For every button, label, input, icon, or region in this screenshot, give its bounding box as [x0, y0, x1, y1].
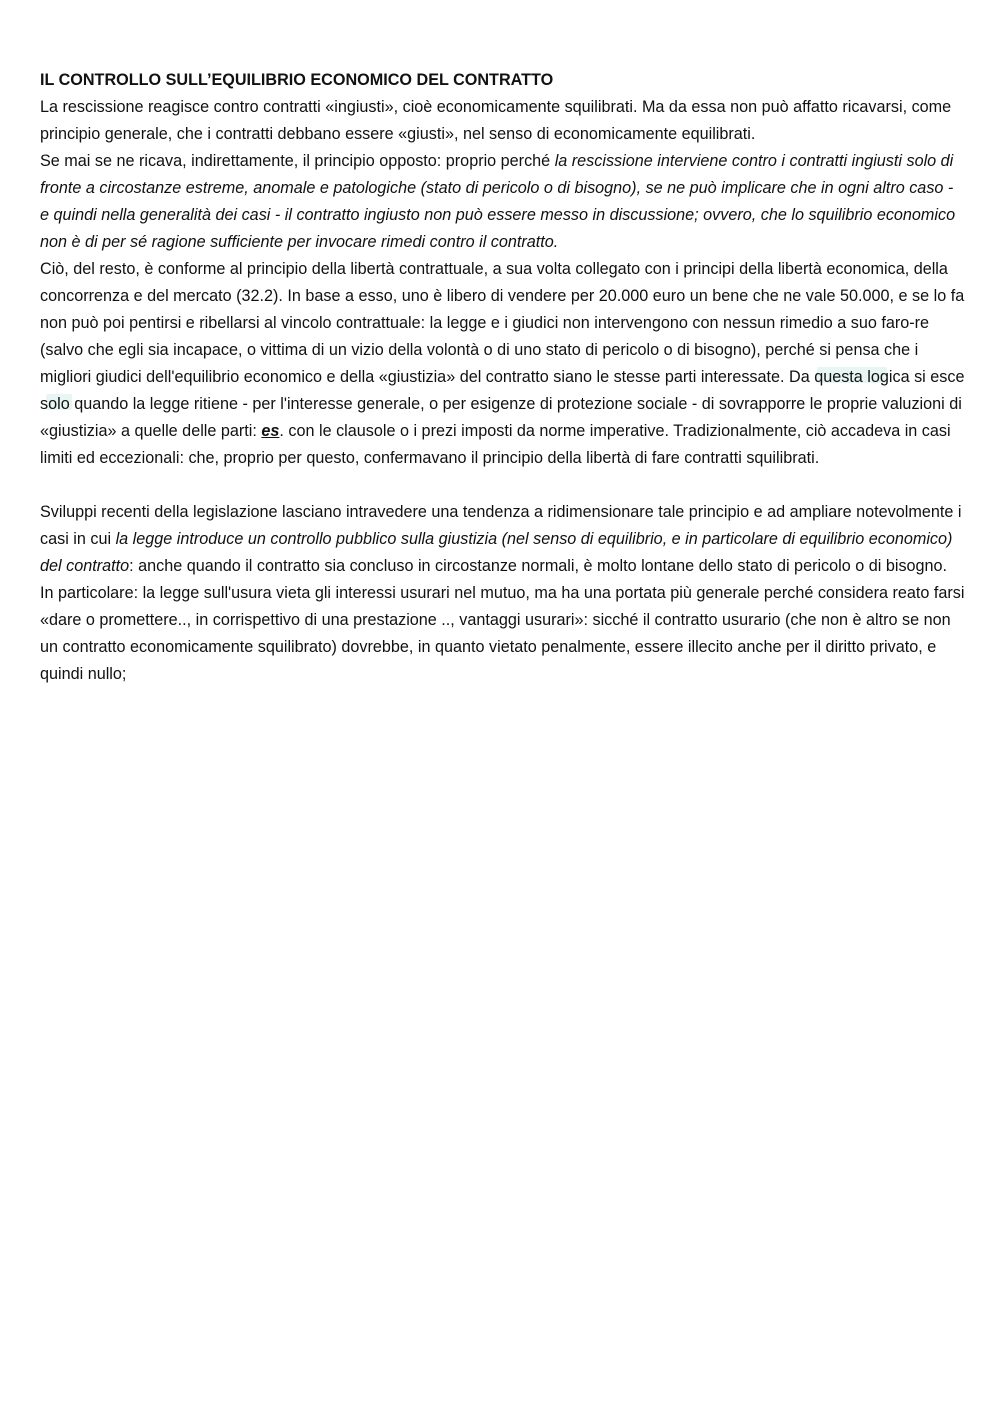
es-abbreviation: es — [261, 422, 280, 440]
document-page — [40, 67, 965, 688]
paragraph-text: . con le clausole o i prezi imposti da norme imperative. Tradizionalmente, ciò accadeva in casi limiti ed eccezionali: che, proprio per questo, confermavano il principio della libertà di fare contratti squilibrati. — [40, 422, 951, 467]
paragraph-principio-opposto — [40, 148, 965, 256]
paragraph-text: Ciò, del resto, è conforme al principio della libertà contrattuale, a sua volta collegato con i principi della libertà economica, della concorrenza e del mercato (32.2). In base a esso, uno è libero di vendere per 20.000 euro un bene che ne vale 50.000, e se lo fa non può poi pentirsi e ribellarsi al vincolo contrattuale: la legge e i giudici non intervengono con nessun rimedio a suo faro-re (salvo che egli sia incapace, o vittima di un vizio della volontà o di uno stato di pericolo o di bisogno), perché si pensa che i migliori giudici dell'equilibrio economico e della «giustizia» del contratto siano le stesse parti interessate. Da questa logica si esce solo quando la legge ritiene - per l'interesse generale, o per esigenze di protezione sociale - di sovrapporre le proprie valuzioni di «giustizia» a quelle delle parti: — [40, 260, 965, 440]
page-title: IL CONTROLLO SULL’EQUILIBRIO ECONOMICO DEL CONTRATTO — [40, 71, 554, 89]
paragraph-rescissione: La rescissione reagisce contro contratti «ingiusti», cioè economicamente squilibrati. Ma da essa non può affatto ricavarsi, come principio generale, che i contratti debbano essere «giusti», nel senso di economicamente equilibrati. — [40, 98, 952, 143]
paragraph-liberta-contrattuale — [40, 256, 965, 472]
paragraph-text: Se mai se ne ricava, indirettamente, il principio opposto: proprio perché — [40, 152, 555, 170]
paragraph-sviluppi-recenti — [40, 499, 965, 688]
paragraph-spacer — [40, 472, 965, 499]
paragraph-text: Sviluppi recenti della legislazione lasciano intravedere una tendenza a ridimensionare tale principio e ad ampliare notevolmente i casi in cui — [40, 503, 962, 548]
paragraph-text: : anche quando il contratto sia concluso in circostanze normali, è molto lontane dello stato di pericolo o di bisogno. In particolare: la legge sull'usura vieta gli interessi usurari nel mutuo, ma ha una portata più generale perché considera reato farsi «dare o promettere.., in corrispettivo di una prestazione .., vantaggi usurari»: sicché il contratto usurario (che non è altro se non un contratto economicamente squilibrato) dovrebbe, in quanto vietato penalmente, essere illecito anche per il diritto privato, e quindi nullo; — [40, 557, 965, 683]
italic-text: la rescissione interviene contro i contratti ingiusti solo di fronte a circostanze estreme, anomale e patologiche (stato di pericolo o di bisogno), se ne può implicare che in ogni altro caso - e quindi nella generalità dei casi - il contratto ingiusto non può essere messo in discussione; ovvero, che lo squilibrio economico non è di per sé ragione sufficiente per invocare rimedi contro il contratto. — [40, 152, 956, 251]
italic-text: la legge introduce un controllo pubblico sulla giustizia (nel senso di equilibrio, e in particolare di equilibrio economico) del contratto — [40, 530, 953, 575]
